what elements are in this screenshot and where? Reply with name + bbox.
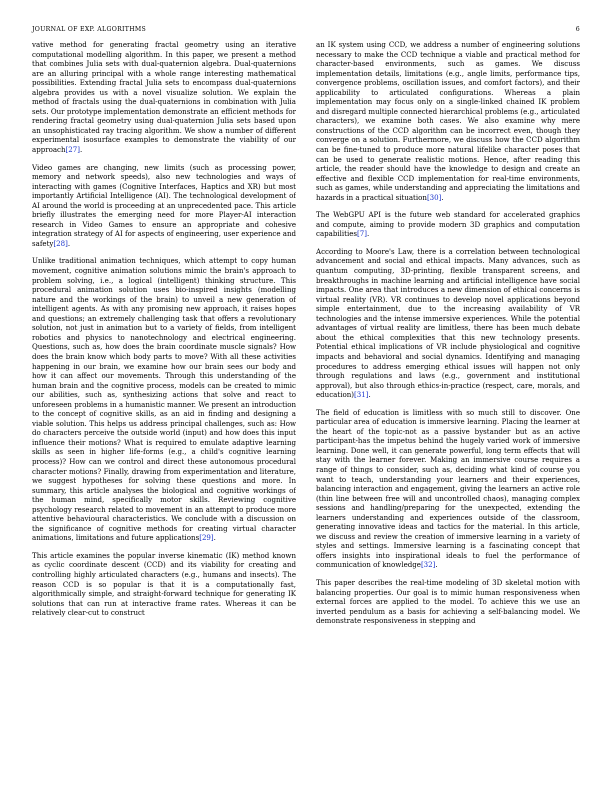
paragraph xyxy=(316,40,580,202)
paragraph xyxy=(32,551,296,618)
paragraph-text: This article examines the popular inverse kinematic (IK) method known as cyclic coordinate descent (CCD) and its viability for creating and controlling highly articulated characters (e.g., humans and insects). The reason CCD is so popular is that it is a computationally fast, algorithmically simple, and straight-forward technique for generating IK solutions that can run at interactive frame rates. Whereas it can be relatively clear-cut to construct xyxy=(32,550,296,618)
paragraph-text: According to Moore's Law, there is a correlation between technological advancement and social and ethical impacts. Many advances, such as quantum computing, 3D-printing, flexible transparent screens, and breakthroughs in machine learning and artificial intelligence have social impacts. One area that introduces a new dimension of ethical concerns is virtual reality (VR). VR continues to develop novel applications beyond simple entertainment, due to the increasing availability of VR technologies and the intense immersive experiences. While the potential advantages of virtual reality are limitless, there has been much debate about the ethical complexities that this new technology presents. Potential ethical implications of VR include physiological and cognitive impacts and behavioral and social dynamics. Identifying and managing procedures to address emerging ethical issues will happen not only through regulations and laws (e.g., government and institutional approval), but also through ethics-in-practice (respect, care, morals, and education) xyxy=(316,246,580,400)
paragraph-end: . xyxy=(367,229,370,239)
paragraph-text: The WebGPU API is the future web standard for accelerated graphics and compute, aiming to provide modern 3D graphics and computation capabilities xyxy=(316,210,580,239)
paragraph-text: The field of education is limitless with so much still to discover. One particular area of education is immersive learning. Placing the learner at the heart of the topic-not as a passive bystander but as an active participant-has the impetus behind the hugely varied work of immersive learning. Done well, it can generate powerful, long term effects that will stay with the learner forever. Making an immersive course requires a range of things to consider, such as, deciding what kind of course you want to teach, understanding your learners and their experiences, balancing interaction and engagement, giving the learners an active role (thin line between free will and uncontrolled chaos), managing complex sessions and handling/preparing for the unexpected, extending the learners understanding and experiences outside of the classroom, generating innovative ideas and tactics for the material. In this article, we discuss and review the creation of immersive learning in a variety of styles and settings. Immersive learning is a fascinating concept that offers insights into inspirational ideals to fuel the performance of communication of knowledge xyxy=(316,407,580,570)
citation-link[interactable]: [30] xyxy=(426,192,442,202)
paragraph xyxy=(32,256,296,542)
paragraph-end: . xyxy=(80,145,83,155)
paragraph-text: Video games are changing, new limits (such as processing power, memory and network speeds), also new technologies and ways of interacting with games (Cognitive Interfaces, Haptics and XR) but most importantly Artificial Intelligence (AI). The technological development of AI around the world is proceeding at an unprecedented pace. This article briefly illustrates the emerging need for more Player-AI interaction research in Video Games to ensure an appropriate and cohesive integration strategy of AI for aspects of engineering, user experience and safety xyxy=(32,162,296,248)
paragraph xyxy=(316,247,580,400)
paragraph-end: . xyxy=(67,238,71,248)
paragraph-end: . xyxy=(441,192,444,202)
paragraph xyxy=(316,210,580,239)
citation-link[interactable]: [32] xyxy=(420,560,436,570)
journal-title: JOURNAL OF EXP. ALGORITHMS xyxy=(32,26,147,33)
running-header xyxy=(32,26,580,38)
citation-link[interactable]: [31] xyxy=(353,390,369,400)
citation-link[interactable]: [28] xyxy=(53,238,68,248)
right-column xyxy=(316,40,580,780)
citation-link[interactable]: [29] xyxy=(199,533,214,543)
paragraph xyxy=(316,408,580,570)
paragraph xyxy=(32,163,296,249)
paragraph-text: an IK system using CCD, we address a number of engineering solutions necessary to make the CCD technique a viable and practical method for character-based environments, such as games. We discuss implementation details, limitations (e.g., angle limits, performance tips, convergence problems, oscillation issues, and comfort factors), and their applicability to articulated configurations. Whereas a plain implementation may focus only on a single-linked chained IK problem and disregard multiple connected hierarchical problems (e.g., articulated characters), we examine both cases. We also examine why mere constructions of the CCD algorithm can be incorrect even, though they converge on a solution. Furthermore, we discuss how the CCD algorithm can be fine-tuned to produce more natural lifelike character poses that can be used to generate realistic motions. Hence, after reading this article, the reader should have the knowledge to design and create an effective and flexible CCD implementation for real-time environments, such as games, while understanding and appreciating the limitations and hazards in a practical situation xyxy=(316,40,580,202)
paragraph xyxy=(32,40,296,155)
paragraph-end: . xyxy=(435,560,438,570)
citation-link[interactable]: [7] xyxy=(357,229,367,239)
left-column xyxy=(32,40,296,780)
paragraph-end: . xyxy=(213,533,216,543)
paragraph-text: This paper describes the real-time modeling of 3D skeletal motion with balancing properties. Our goal is to mimic human responsiveness when external forces are applied to the model. To achieve this we use an inverted pendulum as a basis for achieving a self-balancing model. We demonstrate responsiveness in stepping and xyxy=(316,577,580,626)
paragraph-end: . xyxy=(368,390,371,400)
paragraph-text: Unlike traditional animation techniques, which attempt to copy human movement, cognitive animation solutions mimic the brain's approach to problem solving, i.e., a logical (intelligent) thinking structure. This procedural animation solution uses bio-inspired insights (modelling nature and the workings of the brain) to unveil a new generation of intelligent agents. As with any promising new approach, it raises hopes and questions; an extremely challenging task that offers a revolutionary solution, not just in animation but to a variety of fields, from intelligent robotics and physics to nanotechnology and electrical engineering. Questions, such as, how does the brain coordinate muscle signals? How does the brain know which body parts to move? With all these activities happening in our brain, we examine how our brain sees our body and how it can affect our movements. Through this understanding of the human brain and the cognitive process, models can be created to mimic our abilities, such as, synthesizing actions that solve and react to unforeseen problems in a humanistic manner. We present an introduction to the concept of cognitive skills, as an aid in finding and designing a viable solution. This helps us address principal challenges, such as: How do characters perceive the outside world (input) and how does this input influence their motions? What is required to emulate adaptive learning skills as seen in higher life-forms (e.g., a child's cognitive learning process)? How can we control and direct these autonomous procedural character motions? Finally, drawing from experimentation and literature, we suggest hypotheses for solving these questions and more. In summary, this article analyses the biological and cognitive workings of the human mind, specifically motor skills. Reviewing cognitive psychology research related to movement in an attempt to produce more attentive behavioural characteristics. We conclude with a discussion on the significance of cognitive methods for creating virtual character animations, limitations and future applications xyxy=(32,256,296,543)
page-number: 6 xyxy=(575,26,580,33)
citation-link[interactable]: [27] xyxy=(65,145,80,155)
paragraph-text: vative method for generating fractal geometry using an iterative computational modelling algorithm. In this paper, we present a method that combines Julia sets with dual-quaternion algebra. Dual-quaternions are an alluring principal with a whole range interesting mathematical possibilities. Extending fractal Julia sets to encompass dual-quaternions algebra provides us with a novel visualize solution. We explain the method of fractals using the dual-quaternions in combination with Julia sets. Our prototype implementation demonstrate an efficient methods for rendering fractal geometry using dual-quaternion Julia sets based upon an unsophisticated ray tracing algorithm. We show a number of different experimental isosurface examples to demonstrate the viability of our approach xyxy=(32,40,296,155)
paragraph xyxy=(316,578,580,626)
